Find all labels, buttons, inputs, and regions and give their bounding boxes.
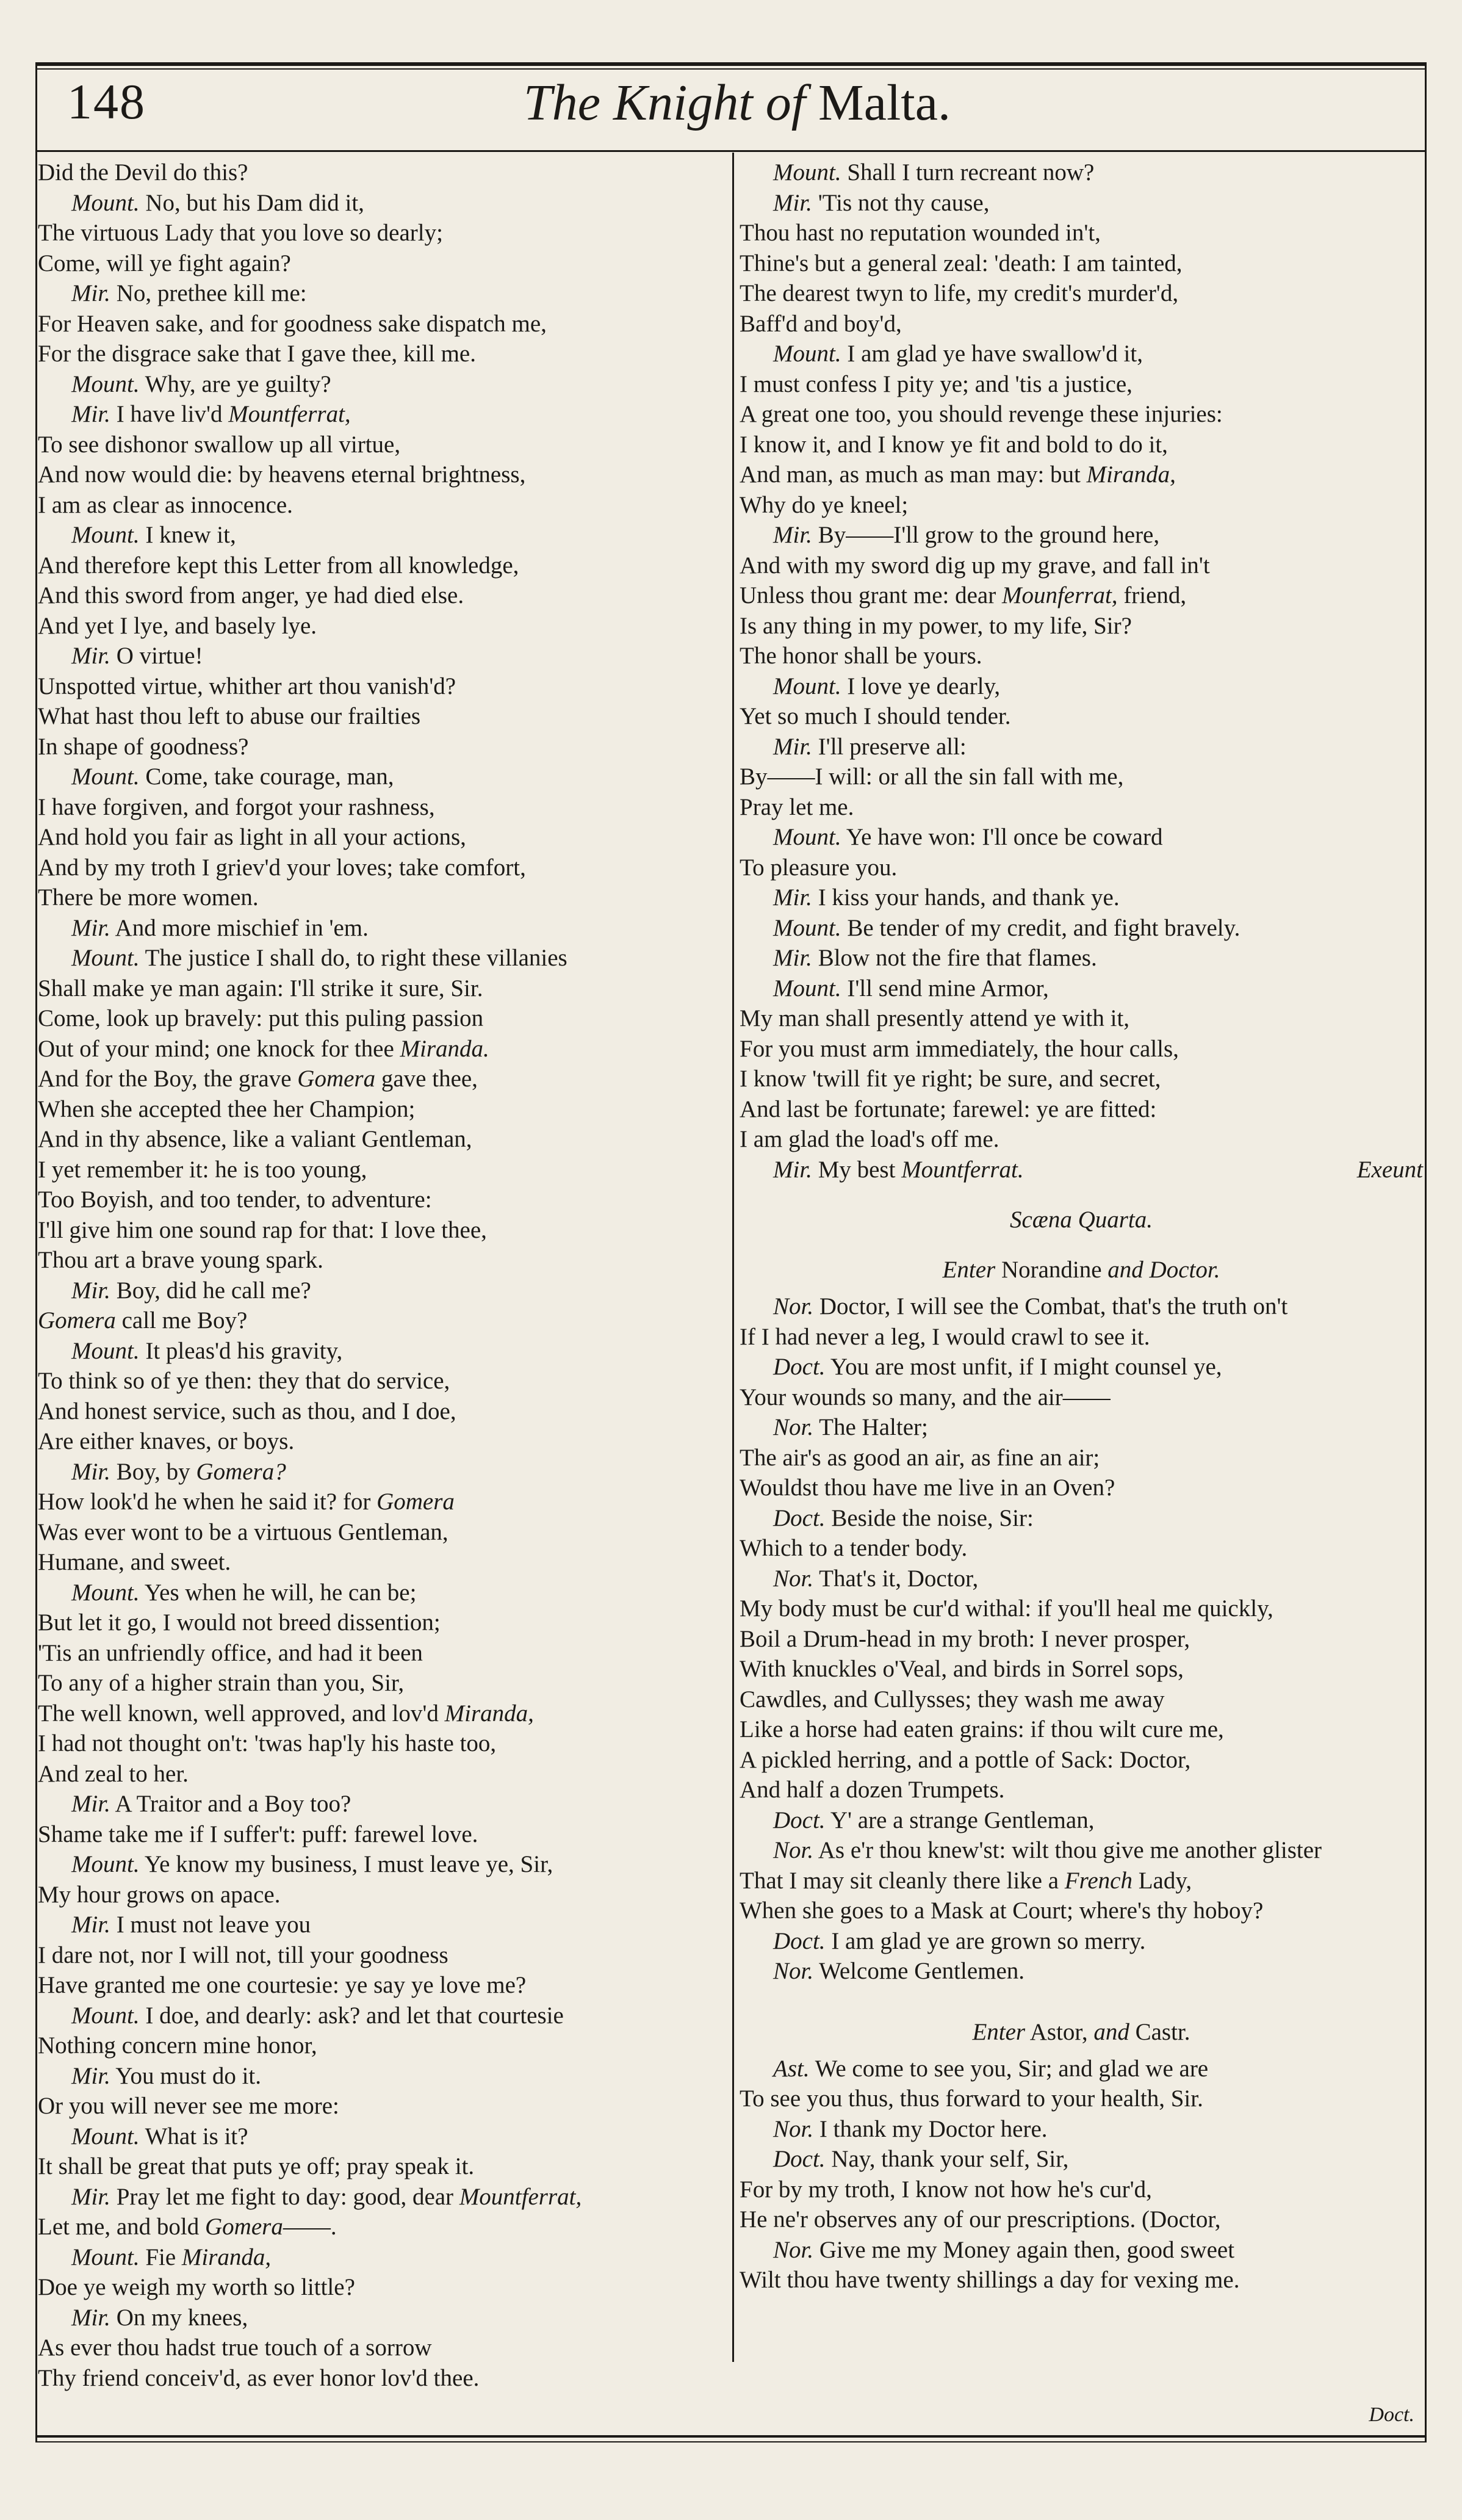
verse-line: But let it go, I would not breed dissention; [38,1609,441,1636]
left-column [38,157,727,2393]
verse-line: As ever thou hadst true touch of a sorrow [38,2334,432,2361]
speaker-name: Nor. [773,1565,814,1592]
verse-line: I know 'twill fit ye right; be sure, and secret, [740,1066,1161,1092]
verse-line: Doct. I am glad ye are grown so merry. [773,1927,1146,1954]
verse-line: Mount. I love ye dearly, [773,673,1001,699]
speaker-name: Mount. [71,1337,140,1364]
bottom-rule-thin [35,2441,1427,2442]
verse-line: Doct. Beside the noise, Sir: [773,1504,1034,1531]
speaker-name: Nor. [773,1293,814,1320]
verse-line: Shame take me if I suffer't: puff: farewel love. [38,1821,478,1847]
verse-line: I'll give him one sound rap for that: I love thee, [38,1216,487,1243]
verse-line: And by my troth I griev'd your loves; take comfort, [38,854,526,881]
speaker-name: Mount. [71,189,140,216]
speaker-name: Mir. [71,401,110,427]
verse-line: I know it, and I know ye fit and bold to do it, [740,431,1168,458]
speaker-name: Mount. [773,914,841,941]
verse-line: Mount. Come, take courage, man, [71,764,394,790]
verse-line: To see dishonor swallow up all virtue, [38,431,401,458]
speaker-name: Mount. [71,945,140,971]
verse-line: Too Boyish, and too tender, to adventure: [38,1186,432,1213]
verse-line: How look'd he when he said it? for Gomera [38,1489,455,1515]
verse-line: Humane, and sweet. [38,1549,231,1575]
verse-line: My hour grows on apace. [38,1881,281,1908]
verse-line: Are either knaves, or boys. [38,1428,295,1454]
scene-four-dialogue-1 [740,1291,1423,1987]
verse-line: Which to a tender body. [740,1535,968,1561]
verse-line: Nor. Give me my Money again then, good sweet [773,2236,1235,2263]
verse-line: That I may sit cleanly there like a French Lady, [740,1867,1192,1894]
verse-line: Is any thing in my power, to my life, Sir? [740,612,1132,639]
speaker-name: Mir. [773,733,812,760]
verse-line: Mir. O virtue! [71,643,203,669]
speaker-name: Mount. [773,341,841,367]
verse-line: Mir. Boy, by Gomera? [71,1458,286,1485]
verse-line: Why do ye kneel; [740,491,909,518]
verse-line: When she accepted thee her Champion; [38,1096,416,1122]
verse-line: Thou art a brave young spark. [38,1247,323,1273]
verse-line: What hast thou left to abuse our frailties [38,703,421,729]
verse-line: It shall be great that puts ye off; pray speak it. [38,2153,475,2179]
verse-line: Mir. Pray let me fight to day: good, dear Mountferrat, [71,2183,582,2210]
verse-line: Mount. Ye know my business, I must leave ye, Sir, [71,1851,553,1877]
speaker-name: Mount. [773,673,841,699]
speaker-name: Mount. [71,370,140,397]
verse-line: Mir. On my knees, [71,2304,248,2331]
verse-line: Out of your mind; one knock for thee Miranda. [38,1035,489,1062]
verse-line: By——I will: or all the sin fall with me, [740,764,1124,790]
scene-three-end [740,157,1423,1185]
verse-line: Gomera call me Boy? [38,1307,248,1334]
verse-line: Your wounds so many, and the air—— [740,1384,1111,1410]
verse-line: And with my sword dig up my grave, and fall in't [740,552,1210,579]
verse-line: Nor. Doctor, I will see the Combat, that's the truth on't [773,1293,1288,1320]
verse-line: Mir. A Traitor and a Boy too? [71,1791,351,1817]
speaker-name: Nor. [773,2115,814,2142]
speaker-name: Doct. [773,1504,826,1531]
verse-line: And zeal to her. [38,1760,189,1787]
verse-line: Mir. I'll preserve all: [773,733,967,760]
verse-line: Shall make ye man again: I'll strike it sure, Sir. [38,975,483,1002]
verse-line: And for the Boy, the grave Gomera gave thee, [38,1066,478,1092]
verse-line: Yet so much I should tender. [740,703,1011,729]
verse-line: Thou hast no reputation wounded in't, [740,220,1101,246]
verse-line: For Heaven sake, and for goodness sake dispatch me, [38,310,547,337]
verse-line: Mir. I must not leave you [71,1912,311,1938]
verse-line: Mount. I'll send mine Armor, [773,975,1049,1002]
verse-line: And last be fortunate; farewel: ye are fitted: [740,1096,1157,1122]
verse-line: Nor. That's it, Doctor, [773,1565,979,1592]
verse-line: Have granted me one courtesie: ye say ye love me? [38,1972,527,1998]
speaker-name: Mount. [71,1851,140,1877]
speaker-name: Mount. [71,1579,140,1606]
verse-line: And now would die: by heavens eternal brightness, [38,461,526,488]
speaker-name: Mir. [71,1791,110,1817]
verse-line: Mount. I doe, and dearly: ask? and let that courtesie [71,2002,564,2029]
verse-line: Come, look up bravely: put this puling passion [38,1005,484,1031]
stage-direction-enter-2: Enter Astor, and Castr. [972,2018,1190,2045]
speaker-name: Mir. [71,1912,110,1938]
verse-line: In shape of goodness? [38,733,249,760]
speaker-name: Mount. [773,975,841,1002]
verse-line: Mir. And more mischief in 'em. [71,914,369,941]
verse-line: I dare not, nor I will not, till your goodness [38,1941,448,1968]
speaker-name: Mir. [773,945,812,971]
verse-line: Mir. My best Mountferrat. Exeunt [740,1155,1423,1185]
header-rule [35,150,1427,152]
verse-line: Come, will ye fight again? [38,250,291,276]
verse-line: Mount. The justice I shall do, to right these villanies [71,945,567,971]
bottom-rule [35,2435,1427,2438]
verse-line: My man shall presently attend ye with it, [740,1005,1130,1031]
speaker-name: Mir. [71,280,110,306]
speaker-name: Nor. [773,1837,814,1863]
top-rule-thin [35,68,1427,70]
verse-line: Mount. No, but his Dam did it, [71,189,364,216]
verse-line: Doct. Nay, thank your self, Sir, [773,2146,1069,2172]
verse-line: With knuckles o'Veal, and birds in Sorrel sops, [740,1656,1184,1682]
verse-line: Nothing concern mine honor, [38,2032,317,2059]
speaker-name: Mir. [71,2062,110,2089]
scene-four-dialogue-2 [740,2054,1423,2295]
speaker-name: Mount. [71,2244,140,2270]
verse-line: Nor. I thank my Doctor here. [773,2115,1048,2142]
page-header [61,73,1413,146]
verse-line: Wouldst thou have me live in an Oven? [740,1475,1115,1501]
verse-line: Was ever wont to be a virtuous Gentleman, [38,1518,448,1545]
verse-line: For you must arm immediately, the hour calls, [740,1035,1179,1062]
verse-line: I yet remember it: he is too young, [38,1156,367,1183]
verse-line: Thy friend conceiv'd, as ever honor lov'd thee. [38,2364,480,2391]
column-divider [732,153,734,2362]
speaker-name: Mir. [71,2304,110,2331]
verse-line: He ne'r observes any of our prescriptions. (Doctor, [740,2206,1221,2233]
verse-line: Unspotted virtue, whither art thou vanish'd? [38,673,456,699]
verse-line: And honest service, such as thou, and I doe, [38,1398,456,1424]
verse-line: Nor. The Halter; [773,1414,928,1440]
speaker-name: Ast. [773,2055,810,2082]
verse-line: The air's as good an air, as fine an air; [740,1444,1100,1471]
verse-line: And man, as much as man may: but Miranda, [740,461,1176,488]
speaker-name: Mir. [773,522,812,548]
speaker-name: Nor. [773,1414,814,1440]
verse-line: Doct. You are most unfit, if I might counsel ye, [773,1354,1222,1380]
stage-direction-exit: Exeunt [1356,1156,1423,1183]
verse-line: Doe ye weigh my worth so little? [38,2274,355,2300]
verse-line: And half a dozen Trumpets. [740,1777,1005,1803]
verse-line: Or you will never see me more: [38,2093,339,2119]
verse-line: Mir. No, prethee kill me: [71,280,307,306]
verse-line: Mir. Blow not the fire that flames. [773,945,1097,971]
scene-title: Scæna Quarta. [1010,1207,1153,1233]
top-rule [35,62,1427,66]
speaker-name: Mount. [71,522,140,548]
verse-line: Mount. Be tender of my credit, and fight bravely. [773,914,1241,941]
verse-line: I must confess I pity ye; and 'tis a justice, [740,370,1133,397]
verse-line: And therefore kept this Letter from all knowledge, [38,552,519,579]
verse-line: Mount. Fie Miranda, [71,2244,272,2270]
speaker-name: Mount. [71,2002,140,2029]
right-column [740,157,1423,2295]
verse-line: Nor. As e'r thou knew'st: wilt thou give me another glister [773,1837,1322,1863]
verse-line: To think so of ye then: they that do service, [38,1368,450,1394]
speaker-name: Mount. [773,824,841,850]
verse-line: The virtuous Lady that you love so dearly; [38,220,443,246]
verse-line: Cawdles, and Cullysses; they wash me away [740,1686,1165,1713]
verse-line: When she goes to a Mask at Court; where's thy hoboy? [740,1897,1264,1924]
verse-line: To pleasure you. [740,854,898,881]
verse-line: There be more women. [38,884,259,911]
speaker-name: Doct. [773,1354,826,1380]
verse-line: Mir. You must do it. [71,2062,262,2089]
verse-line: A pickled herring, and a pottle of Sack: Doctor, [740,1746,1191,1773]
verse-line: Mount. Shall I turn recreant now? [773,159,1095,186]
verse-line: The honor shall be yours. [740,643,982,669]
verse-line: Mir. By——I'll grow to the ground here, [773,522,1160,548]
right-border [1425,62,1427,2442]
speaker-name: Mir. [773,189,812,216]
verse-line: Mir. I kiss your hands, and thank ye. [773,884,1120,911]
running-title: The Knight of Malta. [524,74,951,131]
verse-line: Mount. Why, are ye guilty? [71,370,331,397]
verse-line: And hold you fair as light in all your actions, [38,824,466,850]
verse-line: And yet I lye, and basely lye. [38,612,317,639]
verse-line: My body must be cur'd withal: if you'll heal me quickly, [740,1595,1273,1622]
speaker-name: Mount. [71,764,140,790]
verse-line: Mount. It pleas'd his gravity, [71,1337,343,1364]
speaker-name: Mir. [71,643,110,669]
verse-line: Mount. I am glad ye have swallow'd it, [773,341,1143,367]
speaker-name: Mir. [71,1458,110,1485]
verse-line: I am glad the load's off me. [740,1126,999,1152]
verse-line: Mount. What is it? [71,2123,248,2150]
verse-line: And in thy absence, like a valiant Gentleman, [38,1126,472,1152]
verse-line: A great one too, you should revenge these injuries: [740,401,1223,427]
verse-line: Mir. 'Tis not thy cause, [773,189,990,216]
verse-line: Boil a Drum-head in my broth: I never prosper, [740,1625,1190,1652]
verse-line: 'Tis an unfriendly office, and had it been [38,1639,423,1666]
verse-line: For by my troth, I know not how he's cur'd, [740,2176,1152,2203]
catchword: Doct. [1369,2403,1414,2426]
speaker-name: Mir. [71,1277,110,1304]
left-border [35,62,37,2442]
verse-line: Baff'd and boy'd, [740,310,902,337]
verse-line: Mount. Ye have won: I'll once be coward [773,824,1163,850]
speaker-name: Mir. [71,914,110,941]
verse-line: Wilt thou have twenty shillings a day for vexing me. [740,2267,1240,2293]
speaker-name: Doct. [773,1927,826,1954]
speaker-name: Mir. [773,884,812,911]
speaker-name: Mount. [773,159,841,186]
verse-line: Like a horse had eaten grains: if thou wilt cure me, [740,1716,1224,1742]
verse-line: Unless thou grant me: dear Mounferrat, friend, [740,582,1187,608]
verse-line: Thine's but a general zeal: 'death: I am tainted, [740,250,1183,276]
verse-line: If I had never a leg, I would crawl to see it. [740,1323,1150,1350]
verse-line: To any of a higher strain than you, Sir, [38,1670,405,1696]
verse-line: I had not thought on't: 'twas hap'ly his haste too, [38,1730,497,1756]
verse-line: Let me, and bold Gomera——. [38,2214,337,2240]
speaker-name: Doct. [773,1807,826,1833]
verse-line: Ast. We come to see you, Sir; and glad we are [773,2055,1209,2082]
stage-direction-enter-1: Enter Norandine and Doctor. [942,1257,1220,1283]
verse-line: Mount. Yes when he will, he can be; [71,1579,417,1606]
page-number: 148 [67,74,146,129]
speaker-name: Nor. [773,1958,814,1984]
verse-line: Mir. I have liv'd Mountferrat, [71,401,351,427]
speaker-name: Mir. [71,2183,110,2210]
verse-line: The well known, well approved, and lov'd Miranda, [38,1700,534,1727]
verse-line: For the disgrace sake that I gave thee, kill me. [38,341,476,367]
verse-line: Mir. Boy, did he call me? [71,1277,311,1304]
verse-line: Did the Devil do this? [38,159,248,186]
verse-line: I am as clear as innocence. [38,491,293,518]
speaker-name: Nor. [773,2236,814,2263]
verse-line: Nor. Welcome Gentlemen. [773,1958,1025,1984]
verse-line: To see you thus, thus forward to your health, Sir. [740,2085,1203,2112]
verse-line: Pray let me. [740,793,854,820]
verse-line: Mount. I knew it, [71,522,236,548]
verse-line: The dearest twyn to life, my credit's murder'd, [740,280,1179,306]
speaker-name: Mir. [773,1156,812,1183]
verse-line: Doct. Y' are a strange Gentleman, [773,1807,1095,1833]
verse-line: I have forgiven, and forgot your rashness, [38,793,435,820]
speaker-name: Doct. [773,2146,826,2172]
speaker-name: Mount. [71,2123,140,2150]
verse-line: And this sword from anger, ye had died else. [38,582,464,608]
